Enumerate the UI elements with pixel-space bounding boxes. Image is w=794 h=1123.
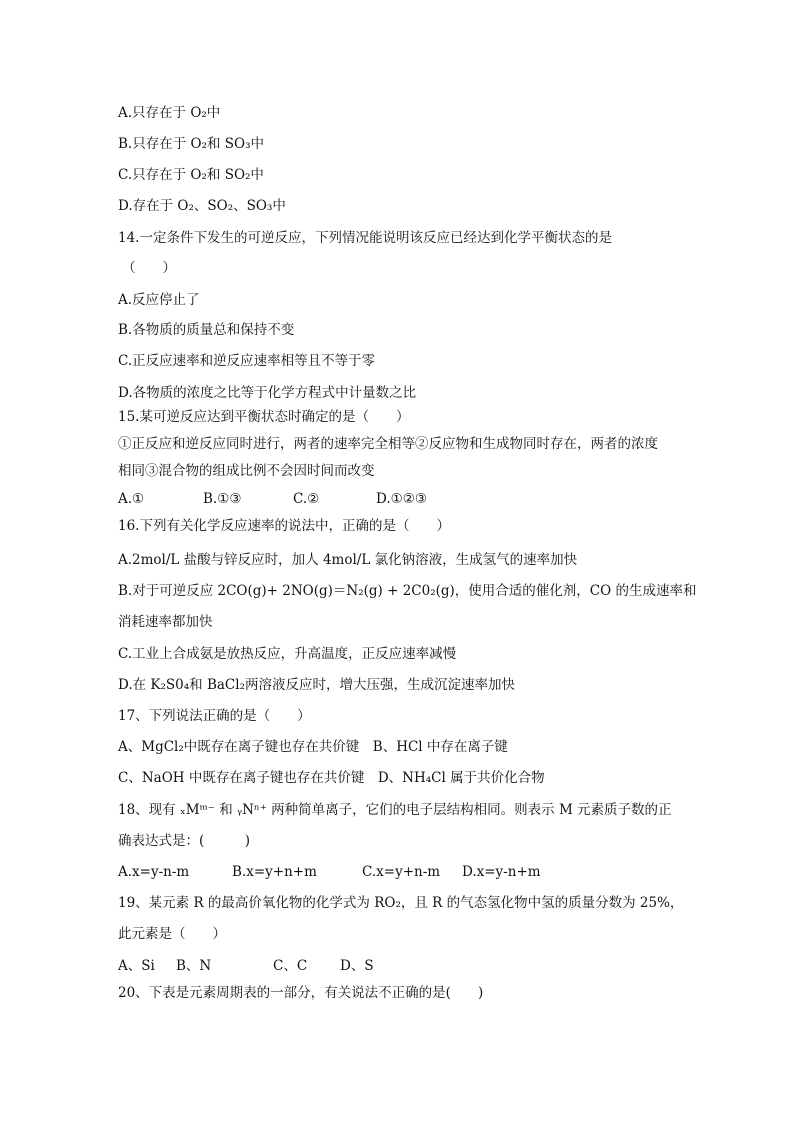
q19-option-a: A、Si xyxy=(118,958,155,974)
q13-option-a: A.只存在于 O₂中 xyxy=(118,105,221,121)
q19-stem-line-2: 此元素是（ ） xyxy=(118,926,226,942)
q16-option-b-line-1: B.对于可逆反应 2CO(g)+ 2NO(g)＝N₂(g) + 2C0₂(g)，使用合适的催化剂，CO 的生成速率和 xyxy=(118,583,697,599)
q15-stem: 15.某可逆反应达到平衡状态时确定的是（ ） xyxy=(118,409,410,425)
q13-option-d: D.存在于 O₂、SO₂、SO₃中 xyxy=(118,198,286,214)
q18-stem: 18、现有 ₓMᵐ⁻ 和 ᵧNⁿ⁺ 两种简单离子，它们的电子层结构相同。则表示 M 元素质子数的正 xyxy=(118,802,672,818)
q19-option-d: D、S xyxy=(340,958,374,974)
q16-stem: 16.下列有关化学反应速率的说法中，正确的是（ ） xyxy=(118,518,450,534)
q13-option-c: C.只存在于 O₂和 SO₂中 xyxy=(118,167,264,183)
q14-option-b: B.各物质的质量总和保持不变 xyxy=(118,322,295,338)
q14-stem: 14.一定条件下发生的可逆反应，下列情况能说明该反应已经达到化学平衡状态的是 xyxy=(118,230,612,246)
q14-option-a: A.反应停止了 xyxy=(118,292,200,308)
q15-statement-line-1: ①正反应和逆反应同时进行，两者的速率完全相等②反应物和生成物同时存在，两者的浓度 xyxy=(118,436,658,452)
q16-option-a: A.2mol/L 盐酸与锌反应时，加人 4mol/L 氯化钠溶液，生成氢气的速率加快 xyxy=(118,552,578,568)
q16-option-c: C.工业上合成氨是放热反应，升高温度，正反应速率减慢 xyxy=(118,646,457,662)
q20-stem: 20、下表是元素周期表的一部分，有关说法不正确的是( ) xyxy=(118,985,484,1001)
q16-option-d: D.在 K₂S0₄和 BaCl₂两溶液反应时，增大压强，生成沉淀速率加快 xyxy=(118,677,515,693)
q17-options-cd: C、NaOH 中既存在离子键也存在共价键 D、NH₄Cl 属于共价化合物 xyxy=(118,770,545,786)
q18-option-d: D.x=y-n+m xyxy=(462,864,541,880)
q15-option-d: D.①②③ xyxy=(376,491,427,507)
q15-option-c: C.② xyxy=(293,491,320,507)
q13-option-b: B.只存在于 O₂和 SO₃中 xyxy=(118,136,265,152)
q19-option-b: B、N xyxy=(176,958,212,974)
q14-option-d: D.各物质的浓度之比等于化学方程式中计量数之比 xyxy=(118,385,417,401)
q18-option-b: B.x=y+n+m xyxy=(232,864,317,880)
q19-option-c: C、C xyxy=(273,958,308,974)
q14-answer-paren: （ ） xyxy=(122,260,176,276)
q14-option-c: C.正反应速率和逆反应速率相等且不等于零 xyxy=(118,353,376,369)
q15-option-a: A.① xyxy=(118,491,145,507)
q17-options-ab: A、MgCl₂中既存在离子键也存在共价键 B、HCl 中存在离子键 xyxy=(118,739,508,755)
q16-option-b-line-2: 消耗速率都加快 xyxy=(118,614,213,630)
q17-stem: 17、下列说法正确的是（ ） xyxy=(118,708,311,724)
q18-stem-line-2: 确表达式是：( ) xyxy=(118,833,251,849)
q19-stem: 19、某元素 R 的最高价氧化物的化学式为 RO₂，且 R 的气态氢化物中氢的质量分数为 25%， xyxy=(118,895,684,911)
q15-statement-line-2: 相同③混合物的组成比例不会因时间而改变 xyxy=(118,463,375,479)
q15-option-b: B.①③ xyxy=(203,491,242,507)
q18-option-c: C.x=y+n-m xyxy=(362,864,441,880)
q18-option-a: A.x=y-n-m xyxy=(118,864,190,880)
